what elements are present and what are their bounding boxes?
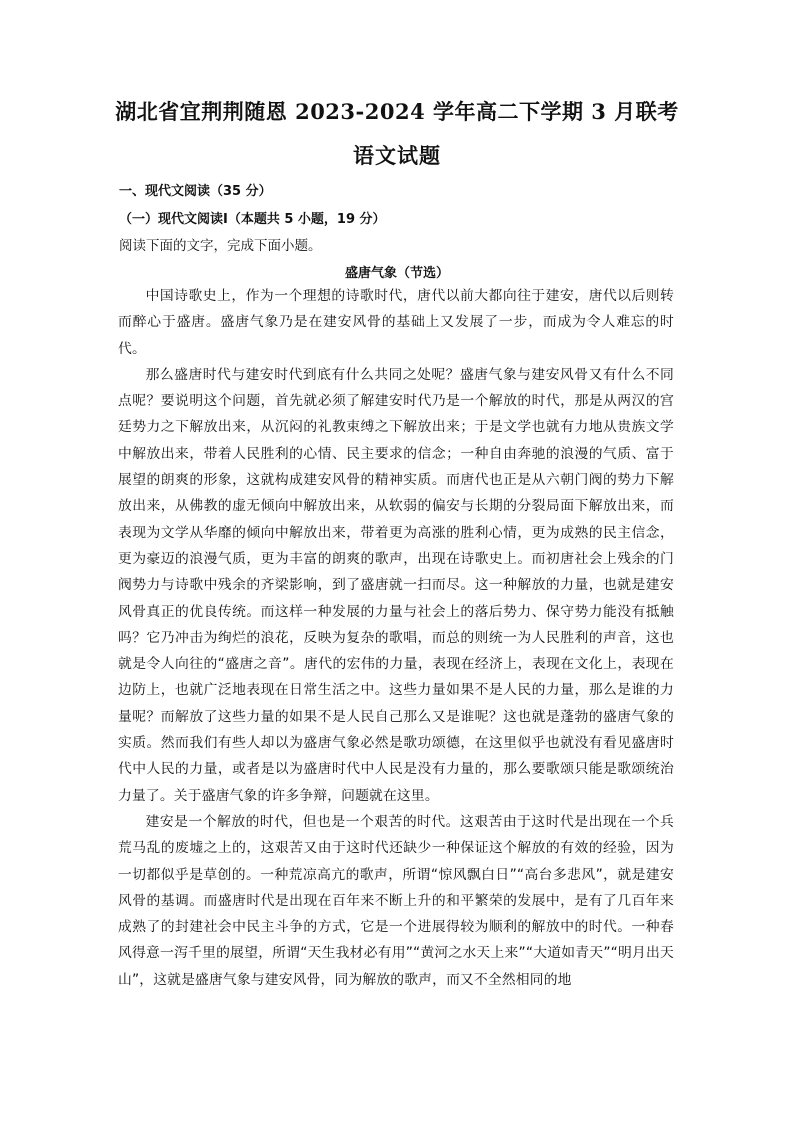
essay-paragraph-3: 建安是一个解放的时代，但也是一个艰苦的时代。这艰苦由于这时代是出现在一个兵荒马乱的废墟之上的，这艰苦又由于这时代还缺少一种保证这个解放的有效的经验，因为一切都似乎是草创的。一种荒凉高亢的歌声，所谓“惊风飘白日”“高台多悲风”，就是建安风骨的基调。而盛唐时代是出现在百年来不断上升的和平繁荣的发展中，是有了几百年来成熟了的封建社会中民主斗争的方式，它是一个进展得较为顺利的解放中的时代。一种春风得意一泻千里的展望，所谓“天生我材必有用”“黄河之水天上来”“大道如青天”“明月出天山”，这就是盛唐气象与建安风骨，同为解放的歌声，而又不全然相同的地: [118, 813, 674, 988]
essay-body: [118, 283, 674, 993]
subsection-heading: （一）现代文阅读Ⅰ（本题共 5 小题，19 分）: [119, 212, 386, 227]
exam-subtitle: 语文试题: [353, 143, 441, 168]
essay-title: 盛唐气象（节选）: [344, 266, 449, 281]
reading-instruction: 阅读下面的文字，完成下面小题。: [119, 238, 322, 254]
essay-paragraph-1: 中国诗歌史上，作为一个理想的诗歌时代，唐代以前大都向往于建安，唐代以后则转而醉心于盛唐。盛唐气象乃是在建安风骨的基础上又发展了一步，而成为令人难忘的时代。: [118, 288, 674, 357]
essay-paragraph-2: 那么盛唐时代与建安时代到底有什么共同之处呢？盛唐气象与建安风骨又有什么不同点呢？要说明这个问题，首先就必须了解建安时代乃是一个解放的时代，那是从两汉的宫廷势力之下解放出来，从沉闷的礼教束缚之下解放出来；于是文学也就有力地从贵族文学中解放出来，带着人民胜利的心情、民主要求的信念；一种自由奔驰的浪漫的气质、富于展望的朗爽的形象，这就构成建安风骨的精神实质。而唐代也正是从六朝门阀的势力下解放出来，从佛教的虚无倾向中解放出来，从软弱的偏安与长期的分裂局面下解放出来，而表现为文学从华靡的倾向中解放出来，带着更为高涨的胜利心情，更为成熟的民主信念，更为豪迈的浪漫气质，更为丰富的朗爽的歌声，出现在诗歌史上。而初唐社会上残余的门阀势力与诗歌中残余的齐梁影响，到了盛唐就一扫而尽。这一种解放的力量，也就是建安风骨真正的优良传统。而这样一种发展的力量与社会上的落后势力、保守势力能没有抵触吗？它乃冲击为绚烂的浪花，反映为复杂的歌唱，而总的则统一为人民胜利的声音，这也就是令人向往的“盛唐之音”。唐代的宏伟的力量，表现在经济上，表现在文化上，表现在边防上，也就广泛地表现在日常生活之中。这些力量如果不是人民的力量，那么是谁的力量呢？而解放了这些力量的如果不是人民自己那么又是谁呢？这也就是蓬勃的盛唐气象的实质。然而我们有些人却以为盛唐气象必然是歌功颂德，在这里似乎也就没有看见盛唐时代中人民的力量，或者是以为盛唐时代中人民是没有力量的，那么要歌颂只能是歌颂统治力量了。关于盛唐气象的许多争辩，问题就在这里。: [118, 366, 674, 804]
exam-title: 湖北省宜荆荆随恩 2023-2024 学年高二下学期 3 月联考: [115, 99, 679, 124]
section-heading: 一、现代文阅读（35 分）: [119, 184, 272, 199]
